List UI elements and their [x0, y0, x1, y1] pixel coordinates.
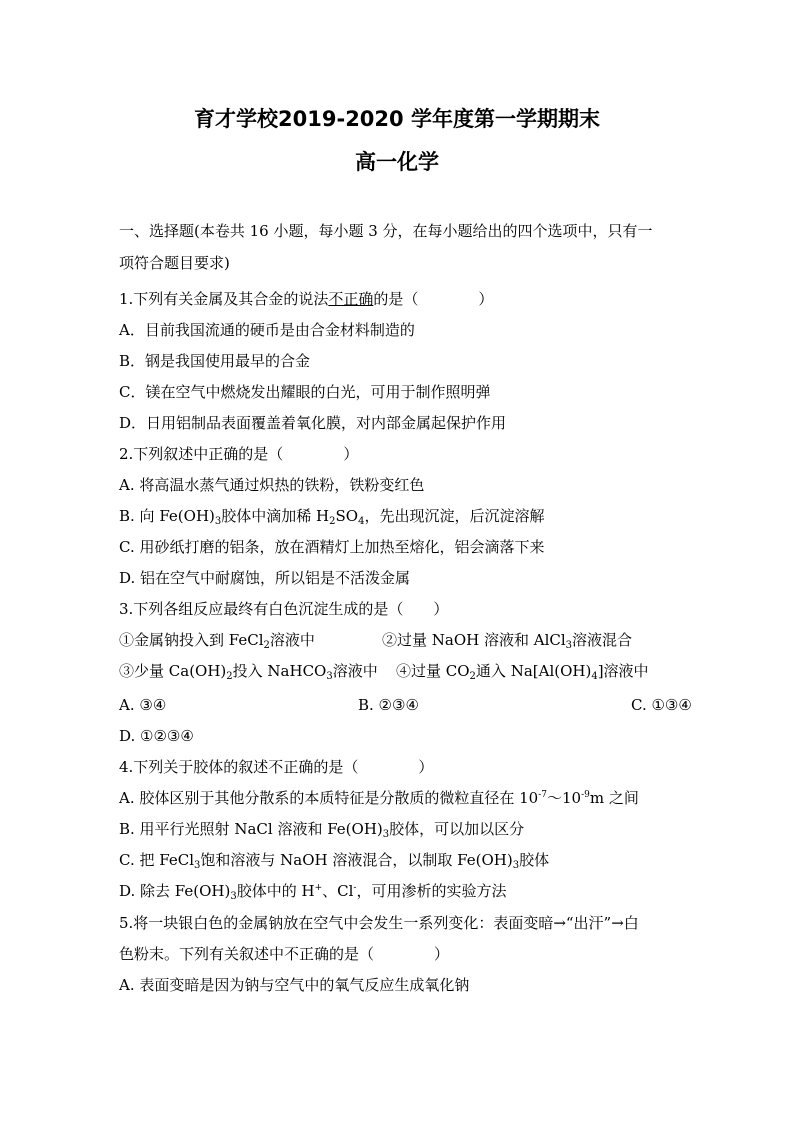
q3-item-4-text-b: 通入 Na[Al(OH): [475, 662, 592, 680]
q4-d-text-1: D. 除去 Fe(OH): [119, 882, 231, 900]
q3-item-1-text-b: 溶液中: [269, 631, 315, 649]
question-5-stem-line1: 5.将一块银白色的金属钠放在空气中会发生一系列变化：表面变暗→“出汗”→白: [119, 914, 639, 932]
exam-title: 育才学校2019-2020 学年度第一学期期末: [194, 107, 600, 131]
q3-item-4-sub-2: 4: [591, 671, 598, 682]
q4-a-text-3: m 之间: [589, 789, 639, 807]
q2-option-c: C. 用砂纸打磨的铝条，放在酒精灯上加热至熔化，铝会滴落下来: [119, 538, 545, 556]
section-instruction-line2: 项符合题目要求): [119, 254, 230, 272]
q5-option-a: A. 表面变暗是因为钠与空气中的氧气反应生成氧化钠: [119, 976, 470, 994]
q4-b-text-1: B. 用平行光照射 NaCl 溶液和 Fe(OH): [119, 820, 383, 838]
q4-b-sub: 3: [382, 829, 390, 840]
q3-item-3: [119, 661, 378, 681]
q1-stem-post: 的是（ ）: [373, 290, 494, 308]
q2-option-d: D. 铝在空气中耐腐蚀，所以铝是不活泼金属: [119, 569, 411, 587]
question-3-stem: 3.下列各组反应最终有白色沉淀生成的是（ ）: [119, 600, 449, 618]
q4-c-text-2: 饱和溶液与 NaOH 溶液混合，以制取 Fe(OH): [200, 851, 513, 869]
q3-option-a: A. ③④: [119, 696, 167, 714]
q3-option-c: C. ①③④: [631, 696, 692, 714]
q4-c-sub-2: 3: [512, 860, 520, 871]
q2-b-text-1: B. 向 Fe(OH): [119, 507, 215, 525]
q4-a-exp-1: -7: [538, 790, 548, 800]
q4-d-exp-1: +: [314, 883, 323, 893]
q4-d-text-2: 胶体中的 H: [236, 882, 315, 900]
q2-b-text-3: SO: [335, 507, 359, 525]
q3-item-3-text-c: 溶液中: [332, 662, 378, 680]
question-2-stem: 2.下列叙述中正确的是（ ）: [119, 445, 359, 463]
q3-item-3-text-b: 投入 NaHCO: [232, 662, 327, 680]
q4-d-sub: 3: [230, 891, 237, 902]
q4-option-d: [119, 881, 506, 901]
q3-item-4-sub-1: 2: [469, 671, 476, 682]
q2-b-text-2: 胶体中滴加稀 H: [221, 507, 330, 525]
q3-item-3-sub-2: 3: [326, 671, 333, 682]
q3-item-1-text-a: ①金属钠投入到 FeCl: [119, 631, 264, 649]
q2-option-a: A. 将高温水蒸气通过炽热的铁粉，铁粉变红色: [119, 476, 425, 494]
q3-item-3-sub-1: 2: [226, 671, 233, 682]
q3-item-4: [396, 661, 649, 681]
q3-item-1: [119, 630, 315, 650]
question-4-stem: 4.下列关于胶体的叙述不正确的是（ ）: [119, 758, 434, 776]
q4-c-text-1: C. 把 FeCl: [119, 851, 194, 869]
q2-b-text-4: ，先出现沉淀，后沉淀溶解: [364, 507, 545, 525]
q4-a-exp-2: -9: [581, 790, 590, 800]
q4-d-exp-2: -: [353, 883, 357, 893]
q4-option-a: [119, 788, 639, 808]
q4-d-text-4: ，可用渗析的实验方法: [356, 882, 507, 900]
q4-d-text-3: 、Cl: [322, 882, 354, 900]
q2-option-b: [119, 506, 544, 526]
q1-option-b: B．钢是我国使用最早的合金: [119, 352, 311, 370]
q1-option-a: A．目前我国流通的硬币是由合金材料制造的: [119, 321, 415, 339]
q2-b-sub-3: 4: [358, 516, 365, 527]
q3-item-1-sub: 2: [263, 640, 270, 651]
q3-option-b: B. ②③④: [358, 696, 419, 714]
q1-option-d: D．日用铝制品表面覆盖着氧化膜，对内部金属起保护作用: [119, 414, 507, 432]
section-instruction-line1: 一、选择题(本卷共 16 小题，每小题 3 分，在每小题给出的四个选项中，只有一: [119, 222, 653, 240]
q3-item-2: [382, 630, 632, 650]
exam-subject: 高一化学: [355, 150, 439, 174]
q4-a-text-1: A. 胶体区别于其他分散系的本质特征是分散质的微粒直径在 10: [119, 789, 539, 807]
q3-option-d: D. ①②③④: [119, 727, 194, 745]
q3-item-2-text-a: ②过量 NaOH 溶液和 AlCl: [382, 631, 566, 649]
q4-c-sub-1: 3: [194, 860, 201, 871]
q3-item-4-text-a: ④过量 CO: [396, 662, 470, 680]
q3-item-3-text-a: ③少量 Ca(OH): [119, 662, 227, 680]
q3-item-2-text-b: 溶液混合: [572, 631, 633, 649]
q4-b-text-2: 胶体，可以加以区分: [389, 820, 525, 838]
q4-option-b: [119, 819, 524, 839]
q4-a-text-2: ～10: [547, 789, 582, 807]
q3-item-4-text-c: ]溶液中: [597, 662, 649, 680]
question-5-stem-line2: 色粉末。下列有关叙述中不正确的是（ ）: [119, 945, 450, 963]
q1-stem-pre: 1.下列有关金属及其合金的说法: [119, 290, 329, 308]
q3-item-2-sub: 3: [565, 640, 573, 651]
q2-b-sub-1: 3: [214, 516, 222, 527]
q2-b-sub-2: 2: [329, 516, 336, 527]
q4-c-text-3: 胶体: [519, 851, 550, 869]
q4-option-c: [119, 850, 549, 870]
question-1-stem: [119, 289, 493, 309]
q1-option-c: C．镁在空气中燃烧发出耀眼的白光，可用于制作照明弹: [119, 383, 491, 401]
q1-stem-emphasis: 不正确: [328, 290, 374, 308]
